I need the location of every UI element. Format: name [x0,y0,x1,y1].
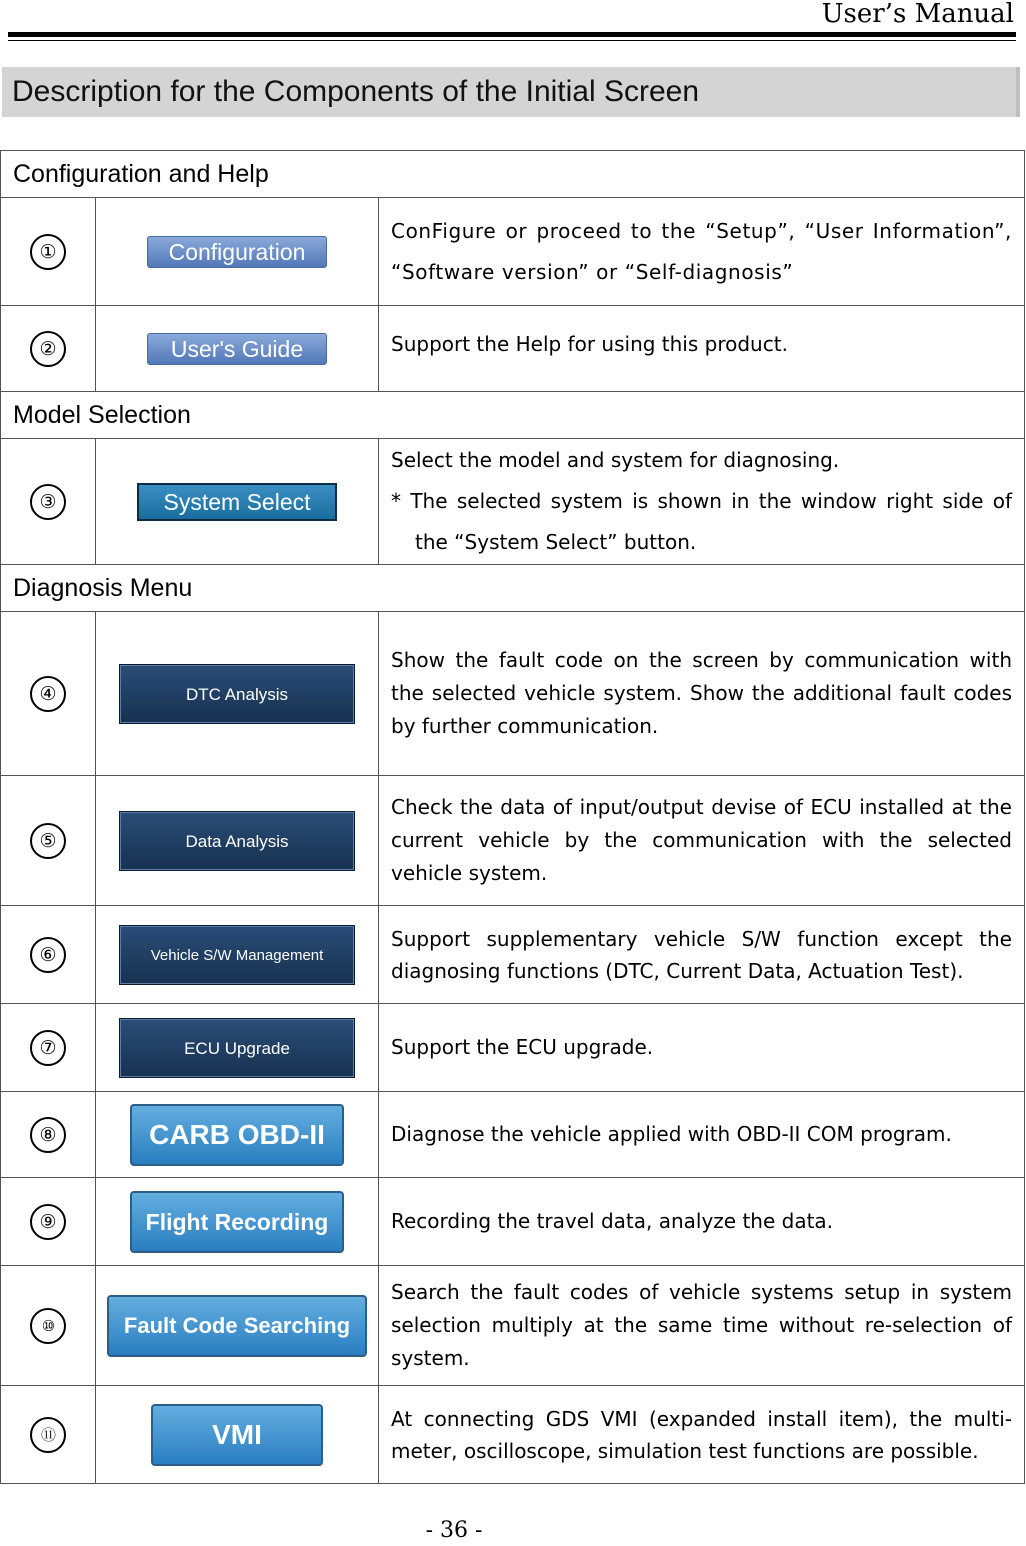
item-number: ⑨ [30,1204,66,1240]
table-row [1,306,1025,392]
item-description: Support the ECU upgrade. [379,1004,1025,1092]
group-row [1,151,1025,198]
table-row [1,906,1025,1004]
item-number: ⑩ [30,1308,66,1344]
vehicle-sw-management-button[interactable]: Vehicle S/W Management [119,925,355,985]
table-row [1,612,1025,776]
item-number: ⑧ [30,1117,66,1153]
item-description: Diagnose the vehicle applied with OBD-II COM program. [379,1092,1025,1178]
item-number: ⑦ [30,1030,66,1066]
group-model-selection: Model Selection [1,392,1025,439]
item-description: Show the fault code on the screen by communication with the selected vehicle system. Show the additional fault codes by further communication. [379,612,1025,776]
manual-title: User’s Manual [821,0,1014,29]
group-diagnosis-menu: Diagnosis Menu [1,565,1025,612]
item-note: * The selected system is shown in the window right side of the “System Select” button. [391,489,1012,554]
table-row [1,198,1025,306]
table-row [1,1004,1025,1092]
table-row [1,1178,1025,1266]
table-row [1,1092,1025,1178]
table-row [1,776,1025,906]
table-row [1,1386,1025,1484]
carb-obd2-button[interactable]: CARB OBD-II [130,1104,344,1166]
item-number: ④ [30,676,66,712]
item-number: ⑥ [30,937,66,973]
item-description: Check the data of input/output devise of ECU installed at the current vehicle by the communication with the selected vehicle system. [379,776,1025,906]
ecu-upgrade-button[interactable]: ECU Upgrade [119,1018,355,1078]
group-configuration-help: Configuration and Help [1,151,1025,198]
item-description: At connecting GDS VMI (expanded install item), the multi-meter, oscilloscope, simulation test functions are possible. [379,1386,1025,1484]
item-number: ⑤ [30,823,66,859]
item-description: Support the Help for using this product. [379,306,1025,392]
header-rule [8,32,1016,37]
configuration-button[interactable]: Configuration [147,236,327,268]
item-number: ⑪ [30,1417,66,1453]
item-description: Search the fault codes of vehicle systems setup in system selection multiply at the same time without re-selection of system. [379,1266,1025,1386]
vmi-button[interactable]: VMI [151,1404,323,1466]
dtc-analysis-button[interactable]: DTC Analysis [119,664,355,724]
system-select-button[interactable]: System Select [137,483,337,521]
flight-recording-button[interactable]: Flight Recording [130,1191,344,1253]
table-row [1,439,1025,565]
item-number: ② [30,331,66,367]
section-title: Description for the Components of the Initial Screen [2,67,1020,117]
item-number: ① [30,234,66,270]
item-number: ③ [30,484,66,520]
users-guide-button[interactable]: User's Guide [147,333,327,365]
data-analysis-button[interactable]: Data Analysis [119,811,355,871]
group-row [1,392,1025,439]
table-row [1,1266,1025,1386]
item-description: Select the model and system for diagnosing. [391,448,840,472]
fault-code-searching-button[interactable]: Fault Code Searching [107,1295,367,1357]
components-table [0,150,1025,1484]
item-description: Support supplementary vehicle S/W function except the diagnosing functions (DTC, Current Data, Actuation Test). [379,906,1025,1004]
item-description: Recording the travel data, analyze the data. [379,1178,1025,1266]
group-row [1,565,1025,612]
item-description: ConFigure or proceed to the “Setup”, “User Information”, “Software version” or “Self-diagnosis” [379,198,1025,306]
header-rule-thin [8,40,1016,41]
page-number: - 36 - [425,1518,483,1543]
